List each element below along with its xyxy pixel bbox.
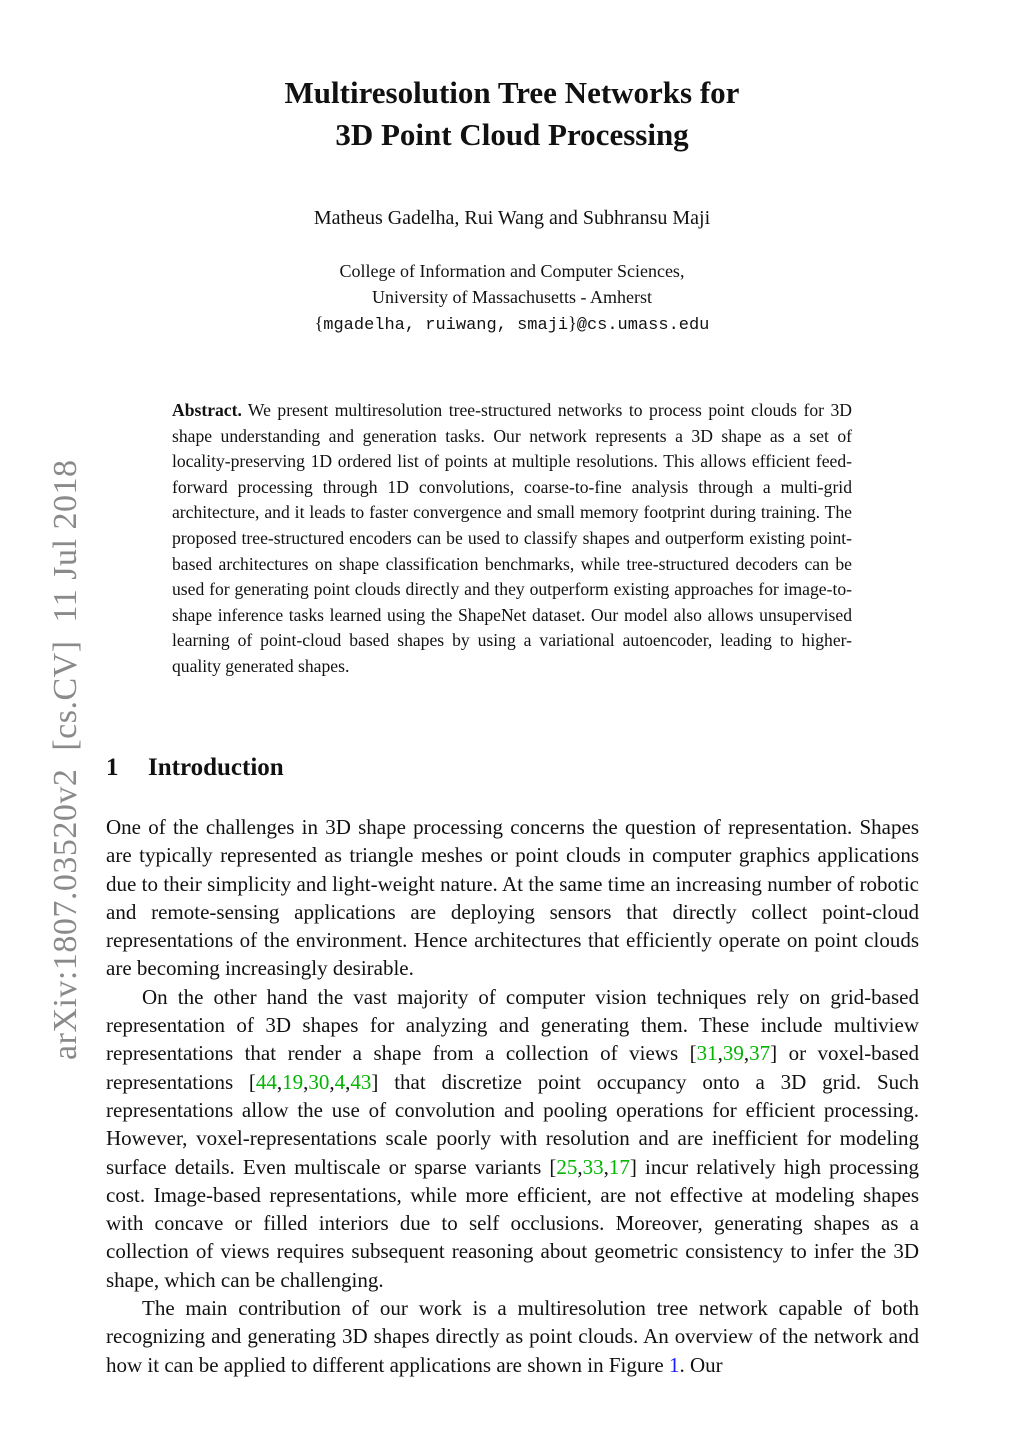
paper-title [0,72,1024,156]
email-domain: @cs.umass.edu [576,316,710,335]
introduction-body [106,813,919,1379]
paragraph-text: . Our [679,1352,723,1377]
citation-link[interactable]: 44 [255,1069,277,1094]
author-emails [0,310,1024,339]
section-title: Introduction [148,754,284,781]
citation-separator: , [276,1069,283,1094]
abstract [172,398,852,680]
abstract-text: We present multiresolution tree-structured networks to process point clouds for 3D shape understanding and generation tasks. Our network represents a 3D shape as a set of locality-preserving 1D ordered list of points at multiple resolutions. This allows efficient feed-forward processing through 1D convolutions, coarse-to-fine analysis through a multi-grid architecture, and it leads to faster convergence and small memory footprint during training. The proposed tree-structured encoders can be used to classify shapes and outperform existing point-based architectures on shape classification benchmarks, while tree-structured decoders can be used for generating point clouds directly and they outperform existing approaches for image-to-shape inference tasks learned using the ShapeNet dataset. Our model also allows unsupervised learning of point-cloud based shapes by using a variational autoencoder, leading to higher-quality generated shapes. [172,400,852,676]
citation-link[interactable]: 31 [696,1041,718,1066]
citation-link[interactable]: 17 [608,1154,630,1179]
paragraph-2 [106,983,919,1294]
abstract-label: Abstract. [172,400,242,420]
affiliation-line-1: College of Information and Computer Sciences, [339,261,685,281]
citation-separator: , [717,1041,723,1066]
paragraph-3 [106,1294,919,1379]
citation-separator: , [577,1154,583,1179]
citation-link[interactable]: 4 [334,1069,346,1094]
citation-separator: , [345,1069,351,1094]
citation-separator: , [329,1069,335,1094]
affiliation-block [0,258,1024,339]
paragraph-text: ] incur relatively high processing cost. Image-based representations, while more efficient, are not effective at modeling shapes with concave or filled interiors due to self occlusions. Moreover, generating shapes as a collection of views requires subsequent reasoning about geometric consistency to infer the 3D shape, which can be challenging. [106,1154,919,1292]
citation-separator: , [743,1041,750,1066]
paragraph-1: One of the challenges in 3D shape processing concerns the question of representation. Shapes are typically represented as triangle meshes or point clouds in computer graphics applications due to their simplicity and light-weight nature. At the same time an increasing number of robotic and remote-sensing applications are deploying sensors that directly collect point-cloud representations of the environment. Hence architectures that efficiently operate on point clouds are becoming increasingly desirable. [106,815,919,981]
figure-reference-link[interactable]: 1 [668,1352,680,1377]
citation-link[interactable]: 33 [582,1154,604,1179]
citation-link[interactable]: 30 [308,1069,330,1094]
section-heading [106,754,284,782]
email-open-brace: { [314,313,324,333]
title-line-2: 3D Point Cloud Processing [335,117,689,152]
citation-separator: , [603,1154,609,1179]
email-users: mgadelha, ruiwang, smaji [323,316,569,335]
author-list: Matheus Gadelha, Rui Wang and Subhransu Maji [313,207,711,229]
citation-link[interactable]: 19 [282,1069,304,1094]
arxiv-identifier: arXiv:1807.03520v2 [cs.CV] 11 Jul 2018 [47,459,84,1060]
paragraph-text: The main contribution of our work is a multiresolution tree network capable of both recognizing and generating 3D shapes directly as point clouds. An overview of the network and how it can be applied to different applications are shown in Figure [106,1296,919,1377]
section-number: 1 [106,754,119,781]
paragraph-text: On the other hand the vast majority of computer vision techniques rely on grid-based representation of 3D shapes for analyzing and generating them. These include multiview representations that render a shape from a collection of views [ [106,984,919,1066]
citation-link[interactable]: 39 [722,1041,744,1066]
title-line-1: Multiresolution Tree Networks for [284,75,740,110]
paragraph-text: ] or voxel-based representations [ [106,1041,920,1094]
citation-link[interactable]: 43 [350,1069,372,1094]
paragraph-text: ] that discretize point occupancy onto a 3D grid. Such representations allow the use of convolution and pooling operations for efficient processing. However, voxel-representations scale poorly with resolution and are inefficient for modeling surface details. Even multiscale or sparse variants [ [106,1069,919,1179]
citation-separator: , [303,1069,309,1094]
affiliation-line-2: University of Massachusetts - Amherst [372,287,652,307]
citation-link[interactable]: 37 [749,1041,771,1066]
email-close-brace: } [568,313,577,333]
citation-link[interactable]: 25 [556,1154,578,1179]
